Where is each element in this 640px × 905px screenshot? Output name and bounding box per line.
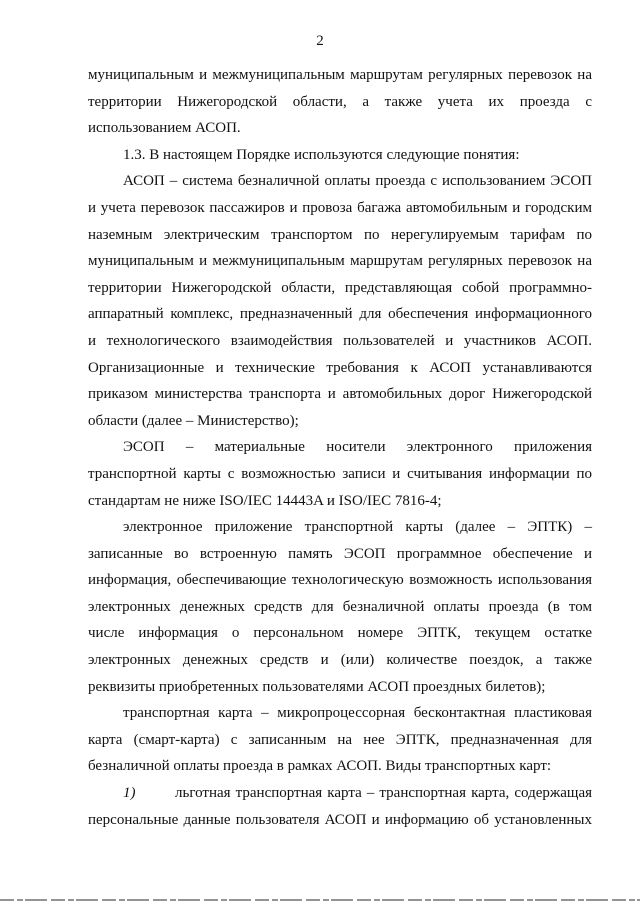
- text-line: территории Нижегородской области, представляющая собой программно-: [88, 279, 592, 296]
- text-line: 1.3. В настоящем Порядке используются следующие понятия:: [123, 146, 520, 163]
- page-number: 2: [316, 33, 324, 49]
- text-line: числе информация о персональном номере ЭПТК, текущем остатке: [88, 625, 592, 642]
- text-line: реквизиты приобретенных пользователями АСОП проездных билетов);: [88, 678, 546, 695]
- text-line: приказом министерства транспорта и автомобильных дорог Нижегородской: [88, 386, 592, 403]
- text-line: наземным электрическим транспортом по нерегулируемым тарифам по: [88, 226, 592, 243]
- text-line: записанные во встроенную память ЭСОП программное обеспечение и: [88, 545, 592, 562]
- text-line: муниципальным и межмуниципальным маршрутам регулярных перевозок на: [88, 67, 592, 83]
- text-line: и технологического взаимодействия пользователей и участников АСОП.: [88, 332, 592, 349]
- text-line: АСОП – система безналичной оплаты проезда с использованием ЭСОП: [123, 173, 592, 190]
- text-line: электронное приложение транспортной карты (далее – ЭПТК) –: [123, 519, 592, 536]
- text-line: электронных денежных средств для безналичной оплаты проезда (в том: [88, 598, 592, 615]
- text-line: и учета перевозок пассажиров и провоза багажа автомобильным и городским: [88, 199, 592, 216]
- text-line: безналичной оплаты проезда в рамках АСОП. Виды транспортных карт:: [88, 758, 552, 775]
- text-line: муниципальным и межмуниципальным маршрутам регулярных перевозок на: [88, 253, 592, 270]
- paragraph-lines: [88, 62, 592, 780]
- text-line: использованием АСОП.: [88, 120, 241, 137]
- document-body: [88, 62, 592, 833]
- text-line: территории Нижегородской области, а также учета их проезда с: [88, 93, 592, 110]
- text-line: информация, обеспечивающие технологическую возможность использования: [88, 572, 592, 589]
- text-line: транспортная карта – микропроцессорная бесконтактная пластиковая: [123, 705, 592, 722]
- text-line: ЭСОП – материальные носители электронного приложения: [123, 439, 592, 456]
- text-line: стандартам не ниже ISO/IEC 14443A и ISO/IEC 7816-4;: [88, 492, 442, 509]
- list-item-number: 1): [123, 785, 136, 802]
- text-line: Организационные и технические требования к АСОП устанавливаются: [88, 359, 592, 376]
- last-line: персональные данные пользователя АСОП и информацию об установленных: [88, 811, 592, 828]
- text-line: области (далее – Министерство);: [88, 412, 299, 429]
- list-item-1: [88, 780, 592, 807]
- text-line: транспортной карты с возможностью записи и считывания информации по: [88, 465, 592, 482]
- text-line: электронных денежных средств и (или) количестве поездок, а также: [88, 652, 592, 669]
- text-line: аппаратный комплекс, предназначенный для обеспечения информационного: [88, 306, 592, 323]
- scan-edge-artifact: [0, 897, 640, 905]
- list-item-text: льготная транспортная карта – транспортная карта, содержащая: [175, 785, 592, 802]
- text-line: карта (смарт-карта) с записанным на нее ЭПТК, предназначенная для: [88, 731, 592, 748]
